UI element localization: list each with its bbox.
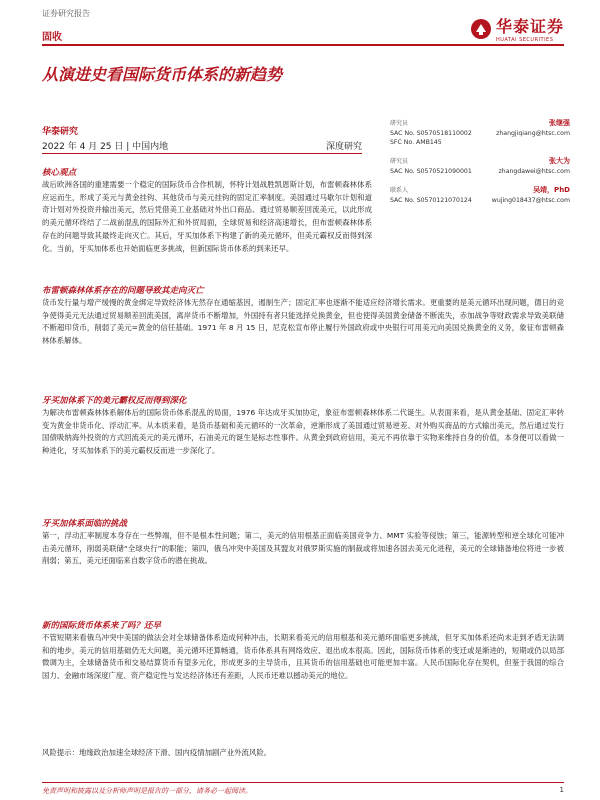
analyst-role: 联系人: [390, 187, 409, 194]
meta-separator: |: [126, 142, 133, 152]
analyst-panel: [390, 118, 570, 214]
section-heading-new-system: 新的国际货币体系来了吗？还早: [42, 621, 162, 631]
footer-disclaimer: 免责声明和披露以及分析师声明是报告的一部分，请务必一起阅读。: [42, 787, 252, 795]
analyst-role: 研究员: [390, 158, 409, 165]
section-tag: 固收: [42, 32, 62, 43]
section-body-jamaica: 为解决布雷顿森林体系解体后的国际货币体系混乱的局面，1976 年达成牙买加协定，象征布雷顿森林体系二代诞生。从表面来看，是从黄金基础、固定汇率转变为黄金非货币化、浮动汇率。从本质来看，是货币基础和美元循环的一次革命，逆渐形成了美国通过贸易逆差、对外购买商品的方式输出美元，然后通过发行国债吸纳海外投资的方式回流美元的美元循环，石油美元的诞生是标志性事件。从黄金到政府信用，美元不再依靠于实物来维持自身的价值，本身便可以看做一种进化，牙买加体系下的美元霸权反而进一步深化了。: [42, 408, 564, 456]
section-heading-challenges: 牙买加体系面临的挑战: [42, 519, 128, 529]
analyst-email[interactable]: zhangdawei@htsc.com: [498, 168, 570, 175]
section-body-challenges: 第一，浮动汇率制度本身存在一些弊端，但不是根本性问题；第二，美元的信用根基正面临美国竞争力、MMT 实验等侵蚀；第三，能源转型和逆全球化可能冲击美元循环，削弱美联储“全球央行”的职能；第四，俄乌冲突中美国及其盟友对俄罗斯实施的制裁或将加速各国去美元化进程，美元的全球储备地位将进一步被削弱；第五，美元还面临来自数字货币的潜在挑战。: [42, 531, 564, 566]
analyst-sac: SAC No. S0570521090001: [390, 168, 472, 175]
analyst-name: 张大为: [549, 157, 570, 165]
analyst-name: 吴靖，PhD: [533, 186, 570, 194]
footer-divider: [42, 782, 564, 783]
report-region: 中国内地: [132, 142, 169, 152]
firm-name: 华泰研究: [42, 127, 79, 137]
section-heading-jamaica: 牙买加体系下的美元霸权反而得到深化: [42, 396, 187, 406]
header-divider: [42, 44, 564, 46]
analyst-sfc: SFC No. AMB145: [390, 139, 442, 146]
analyst-card: [390, 185, 570, 204]
section-body-core: 战后欧洲各国的重建需要一个稳定的国际货币合作机制，怀特计划战胜凯恩斯计划，布雷顿森林体系应运而生，形成了美元与黄金挂钩、其他货币与美元挂钩的固定汇率制度。美国通过马歇尔计划和道奇计划对外投资并输出美元，然后凭借美工业基础对外出口商品、通过贸易顺差回流美元，以此形成的美元循环终结了二战前混乱的国际外汇和外贸局面，全球贸易和经济高速增长，但布雷顿森林体系存在的问题导致其最终走向灭亡。其后，牙买加体系下构建了新的美元循环，但美元霸权反而得到深化。当前，牙买加体系也开始面临更多挑战，但新国际货币体系的到来还早。: [42, 180, 372, 253]
report-type-label: 证券研究报告: [42, 9, 90, 18]
logo-text-en: HUATAI SECURITIES: [495, 37, 554, 43]
logo-text-cn: 华泰证券: [495, 17, 564, 36]
section-heading-core: 核心观点: [42, 168, 77, 178]
report-date: 2022 年 4 月 25 日: [42, 142, 124, 152]
section-body-new-system: 不管短期来看俄乌冲突中美国的做法会对全球储备体系造成何种冲击，长期来看美元的信用根基和美元循环面临更多挑战，但牙买加体系还尚未走到矛盾无法调和的地步，美元的信用基础仍无大问题，美元循环还算畅通，货币体系具有网络效应、退出成本很高。因此，国际货币体系的变迁或是渐进的，短期或仍以局部微调为主，全球储备货币和交易结算货币有望多元化，形成更多的主导货币，且其货币的信用基础也可能更加丰富。人民币国际化存在契机，但鉴于我国的综合国力、金融市场深度广度、资产稳定性与发达经济体还有差距，人民币还难以撼动美元的地位。: [42, 633, 564, 681]
meta-divider: [42, 153, 362, 154]
section-body-bretton: 货币发行量与增产缓慢的黄金绑定导致经济体无然存在通缩基因，遏制生产；固定汇率也逐渐不能适应经济增长需求。更重要的是美元循环出现问题，德日的竞争使得美元无法通过贸易顺差回流美国，离岸货币不断增加，外国持有者只能选择兑换黄金，但也使得美国黄金储备不断流失，赤加战争等财政需求导致美联储不断超印货币，削弱了美元=黄金的信任基础。1971 年 8 月 15 日，尼克松宣布停止履行外国政府或中央银行可用美元向美国兑换黄金的义务，象征布雷顿森林体系解体。: [42, 298, 564, 346]
analyst-email[interactable]: wujing018437@htsc.com: [491, 197, 570, 204]
report-title: 从演进史看国际货币体系的新趋势: [42, 65, 283, 84]
analyst-name: 张继强: [549, 119, 570, 127]
risk-warning: 风险提示：地缘政治加速全球经济下滑、国内疫情加剧产业外流风险。: [42, 748, 272, 757]
analyst-card: [390, 118, 570, 146]
analyst-sac: SAC No. S0570518110002: [390, 130, 472, 137]
page-number: 1: [559, 786, 564, 794]
section-heading-bretton: 布雷顿森林体系存在的问题导致其走向灭亡: [42, 286, 204, 296]
analyst-role: 研究员: [390, 120, 409, 127]
analyst-card: [390, 156, 570, 175]
huatai-logo: [470, 14, 564, 43]
huatai-logo-icon: [470, 18, 492, 40]
analyst-email[interactable]: zhangjiqiang@htsc.com: [496, 130, 570, 137]
report-kind: 深度研究: [325, 142, 362, 152]
analyst-sac: SAC No. S0570121070124: [390, 197, 472, 204]
meta-line: [42, 139, 362, 152]
